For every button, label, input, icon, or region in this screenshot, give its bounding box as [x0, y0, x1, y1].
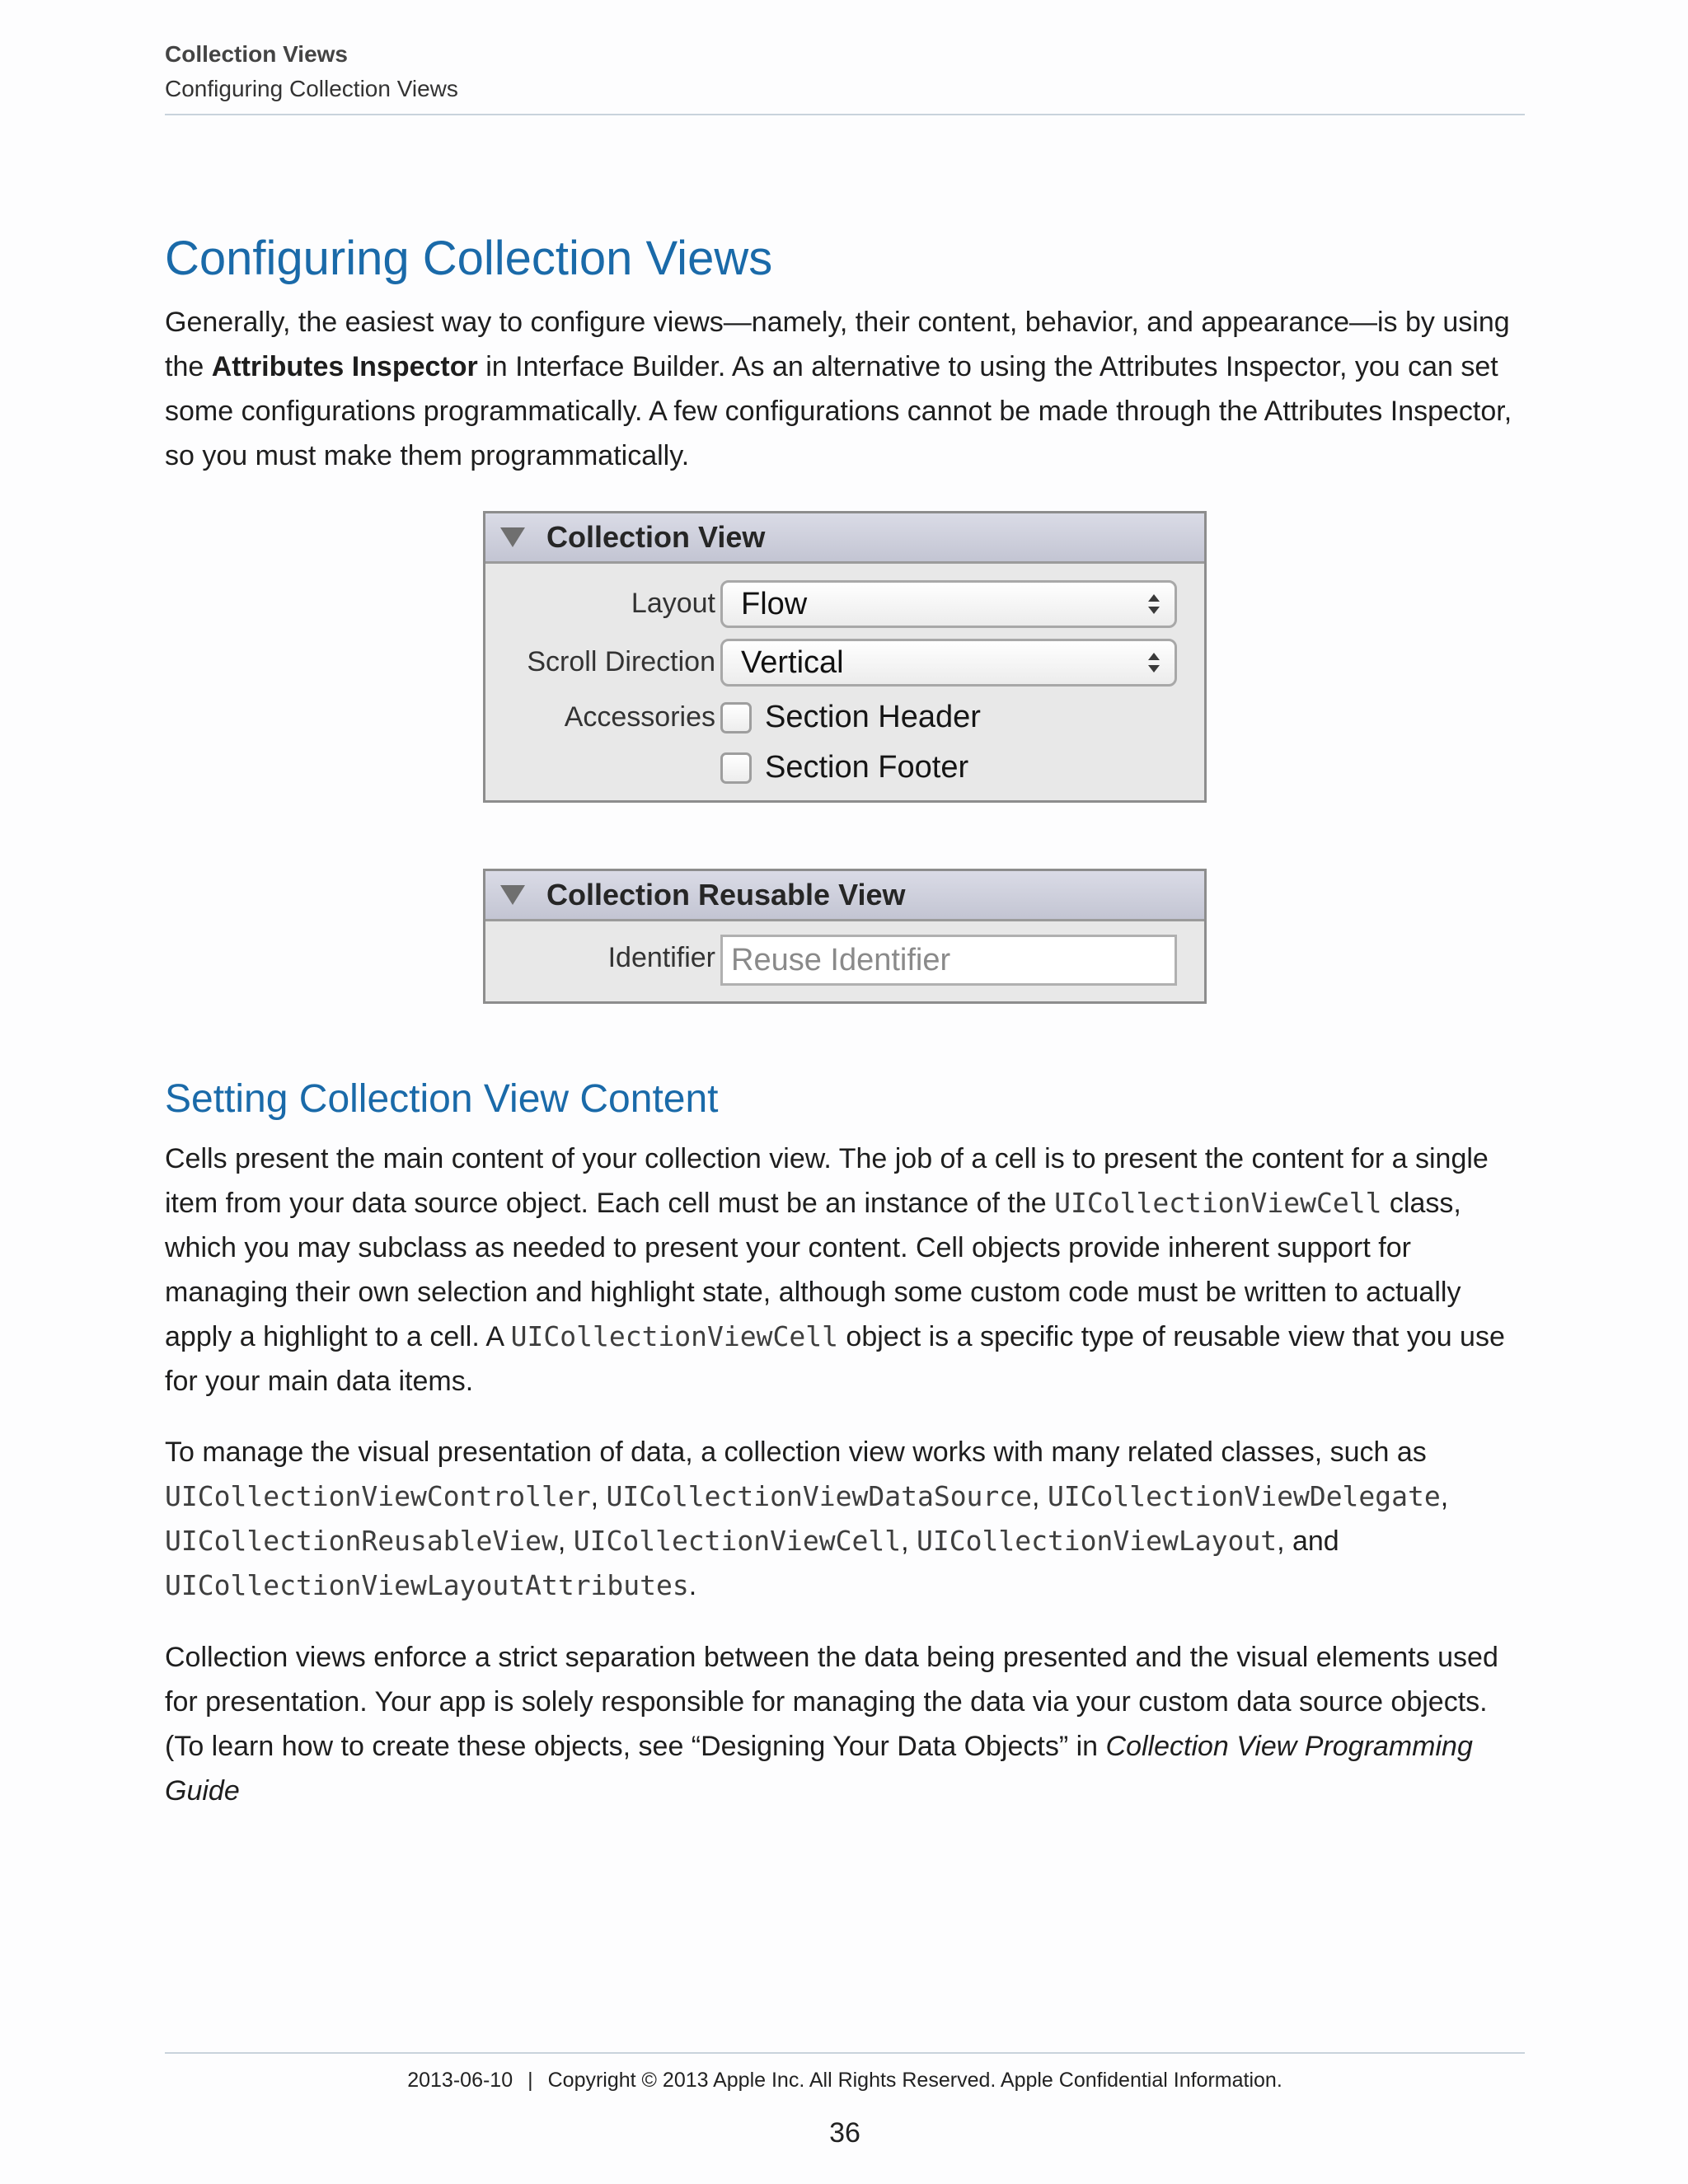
- paragraph-text: object is a specific type of reusable view that you use for your main data items.: [165, 1321, 1505, 1397]
- section-header-row: [485, 694, 1204, 740]
- separator: ,: [1440, 1481, 1449, 1512]
- paragraph-text: Cells present the main content of your collection view. The job of a cell is to present the content for a single item from your data source object. Each cell must be an instance of the: [165, 1143, 1489, 1219]
- separator: ,: [557, 1526, 574, 1557]
- footer-separator: |: [528, 2069, 533, 2092]
- popup-arrows-icon: [1148, 651, 1160, 674]
- section-footer-checkbox[interactable]: [720, 752, 752, 784]
- reusable-view-panel-header[interactable]: [485, 871, 1204, 921]
- reusable-view-inspector: [483, 869, 1207, 1004]
- section-header-checkbox[interactable]: [720, 702, 752, 733]
- identifier-field[interactable]: [720, 935, 1177, 986]
- paragraph-text: Collection views enforce a strict separation between the data being presented and the visual elements used for presentation. Your app is solely responsible for managing the data via your custom data source objects. (To learn how to create these objects, see “Designing Your Data Objects” in: [165, 1642, 1498, 1762]
- collection-view-inspector: [483, 511, 1207, 803]
- page-title: Configuring Collection Views: [165, 232, 773, 285]
- code-uicollectionviewcell: UICollectionViewCell: [1054, 1187, 1382, 1219]
- paragraph-text: class, which you may subclass as needed to present your content. Cell objects provide inherent support for managing their own selection and highlight state, although some custom code must be written to actually apply a highlight to a cell. A: [165, 1188, 1461, 1352]
- page-number: 36: [829, 2117, 860, 2149]
- identifier-row: [485, 935, 1204, 981]
- reusable-view-panel-title: Collection Reusable View: [546, 878, 906, 912]
- paragraph-separation: [165, 1635, 1525, 1813]
- section-title: Setting Collection View Content: [165, 1077, 719, 1121]
- header-section: Configuring Collection Views: [165, 76, 458, 101]
- intro-text-2: in Interface Builder. As an alternative to using the Attributes Inspector, you can set some configurations programmatically. A few configurations cannot be made through the Attributes Inspector, so you must make them programmatically.: [165, 351, 1512, 471]
- section-footer-label[interactable]: Section Footer: [765, 750, 969, 785]
- separator: ,: [1032, 1481, 1048, 1512]
- accessories-label: Accessories: [564, 701, 715, 733]
- code-class: UICollectionViewLayout: [917, 1525, 1278, 1557]
- document-page: [165, 0, 1525, 2184]
- section-footer-row: [485, 744, 1204, 790]
- footer-date: 2013-06-10: [407, 2069, 513, 2092]
- separator: ,: [590, 1481, 607, 1512]
- paragraph-text: To manage the visual presentation of data, a collection view works with many related classes, such as: [165, 1436, 1427, 1468]
- layout-popup[interactable]: [720, 580, 1177, 628]
- paragraph-related-classes: [165, 1430, 1525, 1608]
- code-class: UICollectionViewDelegate: [1047, 1480, 1441, 1512]
- separator: .: [688, 1570, 697, 1601]
- footer: [165, 2065, 1525, 2095]
- layout-value: Flow: [741, 587, 808, 621]
- disclosure-triangle-icon[interactable]: [500, 885, 525, 905]
- disclosure-triangle-icon[interactable]: [500, 527, 525, 547]
- scroll-direction-popup[interactable]: [720, 639, 1177, 687]
- code-class: UICollectionViewCell: [573, 1525, 902, 1557]
- identifier-input[interactable]: [723, 937, 1160, 983]
- code-uicollectionviewcell: UICollectionViewCell: [510, 1320, 838, 1352]
- header-chapter: Collection Views: [165, 41, 348, 67]
- footer-copyright: Copyright © 2013 Apple Inc. All Rights Reserved. Apple Confidential Information.: [547, 2069, 1282, 2092]
- scroll-direction-row: [485, 639, 1204, 685]
- layout-label: Layout: [631, 588, 715, 619]
- footer-divider: [165, 2052, 1525, 2054]
- code-class: UICollectionViewDataSource: [606, 1480, 1033, 1512]
- code-class: UICollectionViewController: [165, 1480, 591, 1512]
- code-class: UICollectionViewLayoutAttributes: [165, 1569, 689, 1601]
- attributes-inspector-term: Attributes Inspector: [211, 351, 478, 382]
- code-class: UICollectionReusableView: [165, 1525, 558, 1557]
- paragraph-cells: [165, 1137, 1525, 1404]
- popup-arrows-icon: [1148, 593, 1160, 616]
- collection-view-panel-header[interactable]: [485, 513, 1204, 564]
- identifier-label: Identifier: [607, 942, 715, 973]
- collection-view-panel-title: Collection View: [546, 520, 766, 554]
- guide-title: Collection View Programming Guide: [165, 1731, 1473, 1807]
- running-header: [165, 38, 1525, 107]
- intro-paragraph: [165, 300, 1525, 478]
- separator: ,: [901, 1526, 917, 1557]
- separator: , and: [1277, 1526, 1339, 1557]
- header-divider: [165, 114, 1525, 115]
- section-header-label[interactable]: Section Header: [765, 700, 981, 734]
- layout-row: [485, 580, 1204, 626]
- scroll-direction-label: Scroll Direction: [527, 646, 715, 677]
- scroll-direction-value: Vertical: [741, 645, 844, 680]
- intro-text-1: Generally, the easiest way to configure views—namely, their content, behavior, and appearance—is by using the: [165, 307, 1510, 382]
